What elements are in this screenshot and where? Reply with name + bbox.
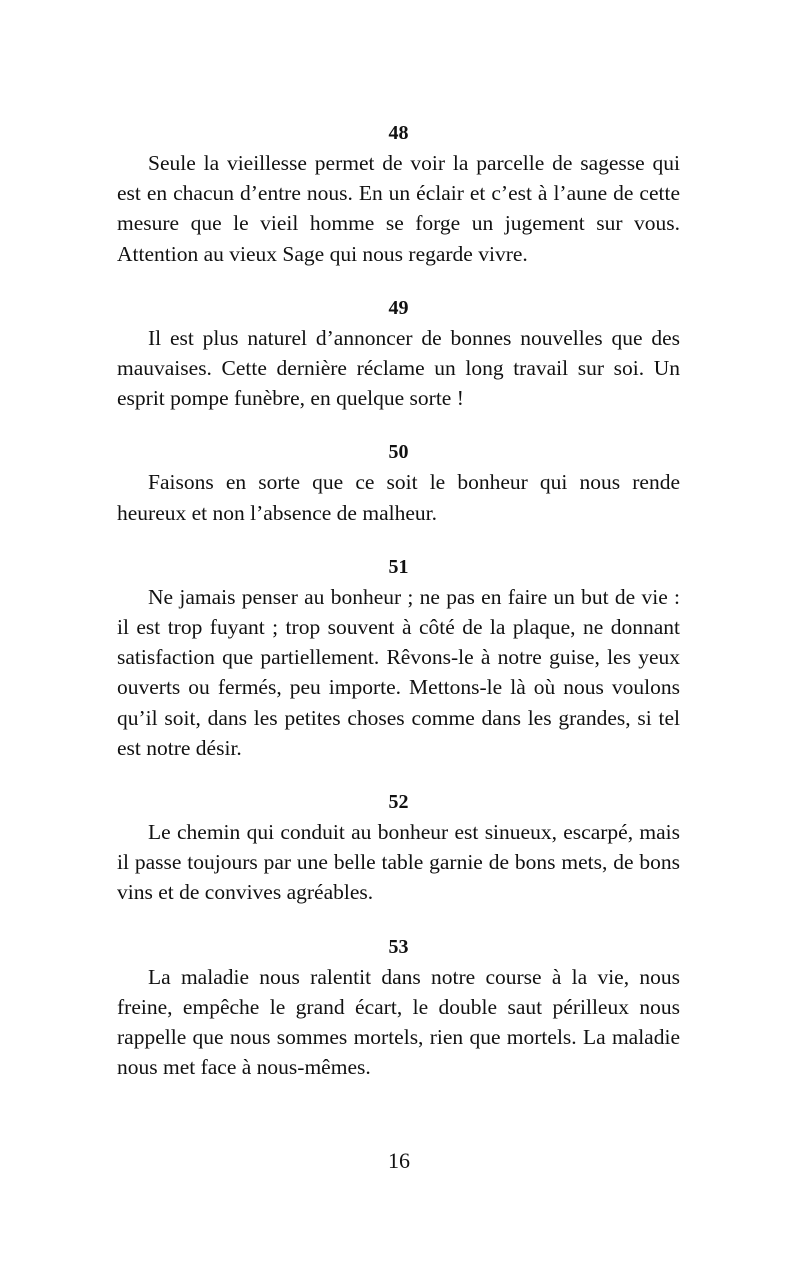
aphorism-number: 52 [388, 791, 409, 814]
aphorism-text: Seule la vieillesse permet de voir la parcelle de sagesse qui est en chacun d’entre nous. En un éclair et c’est à l’aune de cette mesure que le vieil homme se forge un jugement sur vous. Attention au vieux Sage qui nous regarde vivre. [117, 151, 680, 266]
aphorism-number: 53 [388, 935, 409, 958]
aphorism-53 [117, 932, 680, 1083]
page-number: 16 [388, 1148, 410, 1173]
aphorism-number: 50 [388, 441, 409, 464]
aphorism-50 [117, 437, 680, 527]
aphorism-number: 51 [388, 555, 409, 578]
aphorism-52 [117, 787, 680, 908]
aphorism-number: 48 [388, 122, 409, 144]
aphorism-text: La maladie nous ralentit dans notre course à la vie, nous freine, empêche le grand écart, le double saut périlleux nous rappelle que nous sommes mortels, rien que mortels. La maladie nous met face à nous-mêmes. [117, 964, 680, 1080]
aphorism-text: Ne jamais penser au bonheur ; ne pas en faire un but de vie : il est trop fuyant ; trop souvent à côté de la plaque, ne donnant satisfaction que partiellement. Rêvons-le à notre guise, les yeux ouverts ou fermés, peu importe. Mettons-le là où nous voulons qu’il soit, dans les petites choses comme dans les grandes, si tel est notre désir. [117, 584, 680, 760]
aphorism-text: Faisons en sorte que ce soit le bonheur qui nous rende heureux et non l’absence de malheur. [117, 470, 680, 525]
aphorism-text: Il est plus naturel d’annoncer de bonnes nouvelles que des mauvaises. Cette dernière réclame un long travail sur soi. Un esprit pompe funèbre, en quelque sorte ! [117, 325, 680, 411]
aphorism-49 [117, 293, 680, 414]
aphorism-48 [117, 118, 680, 269]
aphorism-51 [117, 552, 680, 763]
aphorism-number: 49 [388, 296, 409, 319]
page-body [117, 118, 680, 1106]
aphorism-text: Le chemin qui conduit au bonheur est sinueux, escarpé, mais il passe toujours par une belle table garnie de bons mets, de bons vins et de convives agréables. [117, 820, 680, 905]
